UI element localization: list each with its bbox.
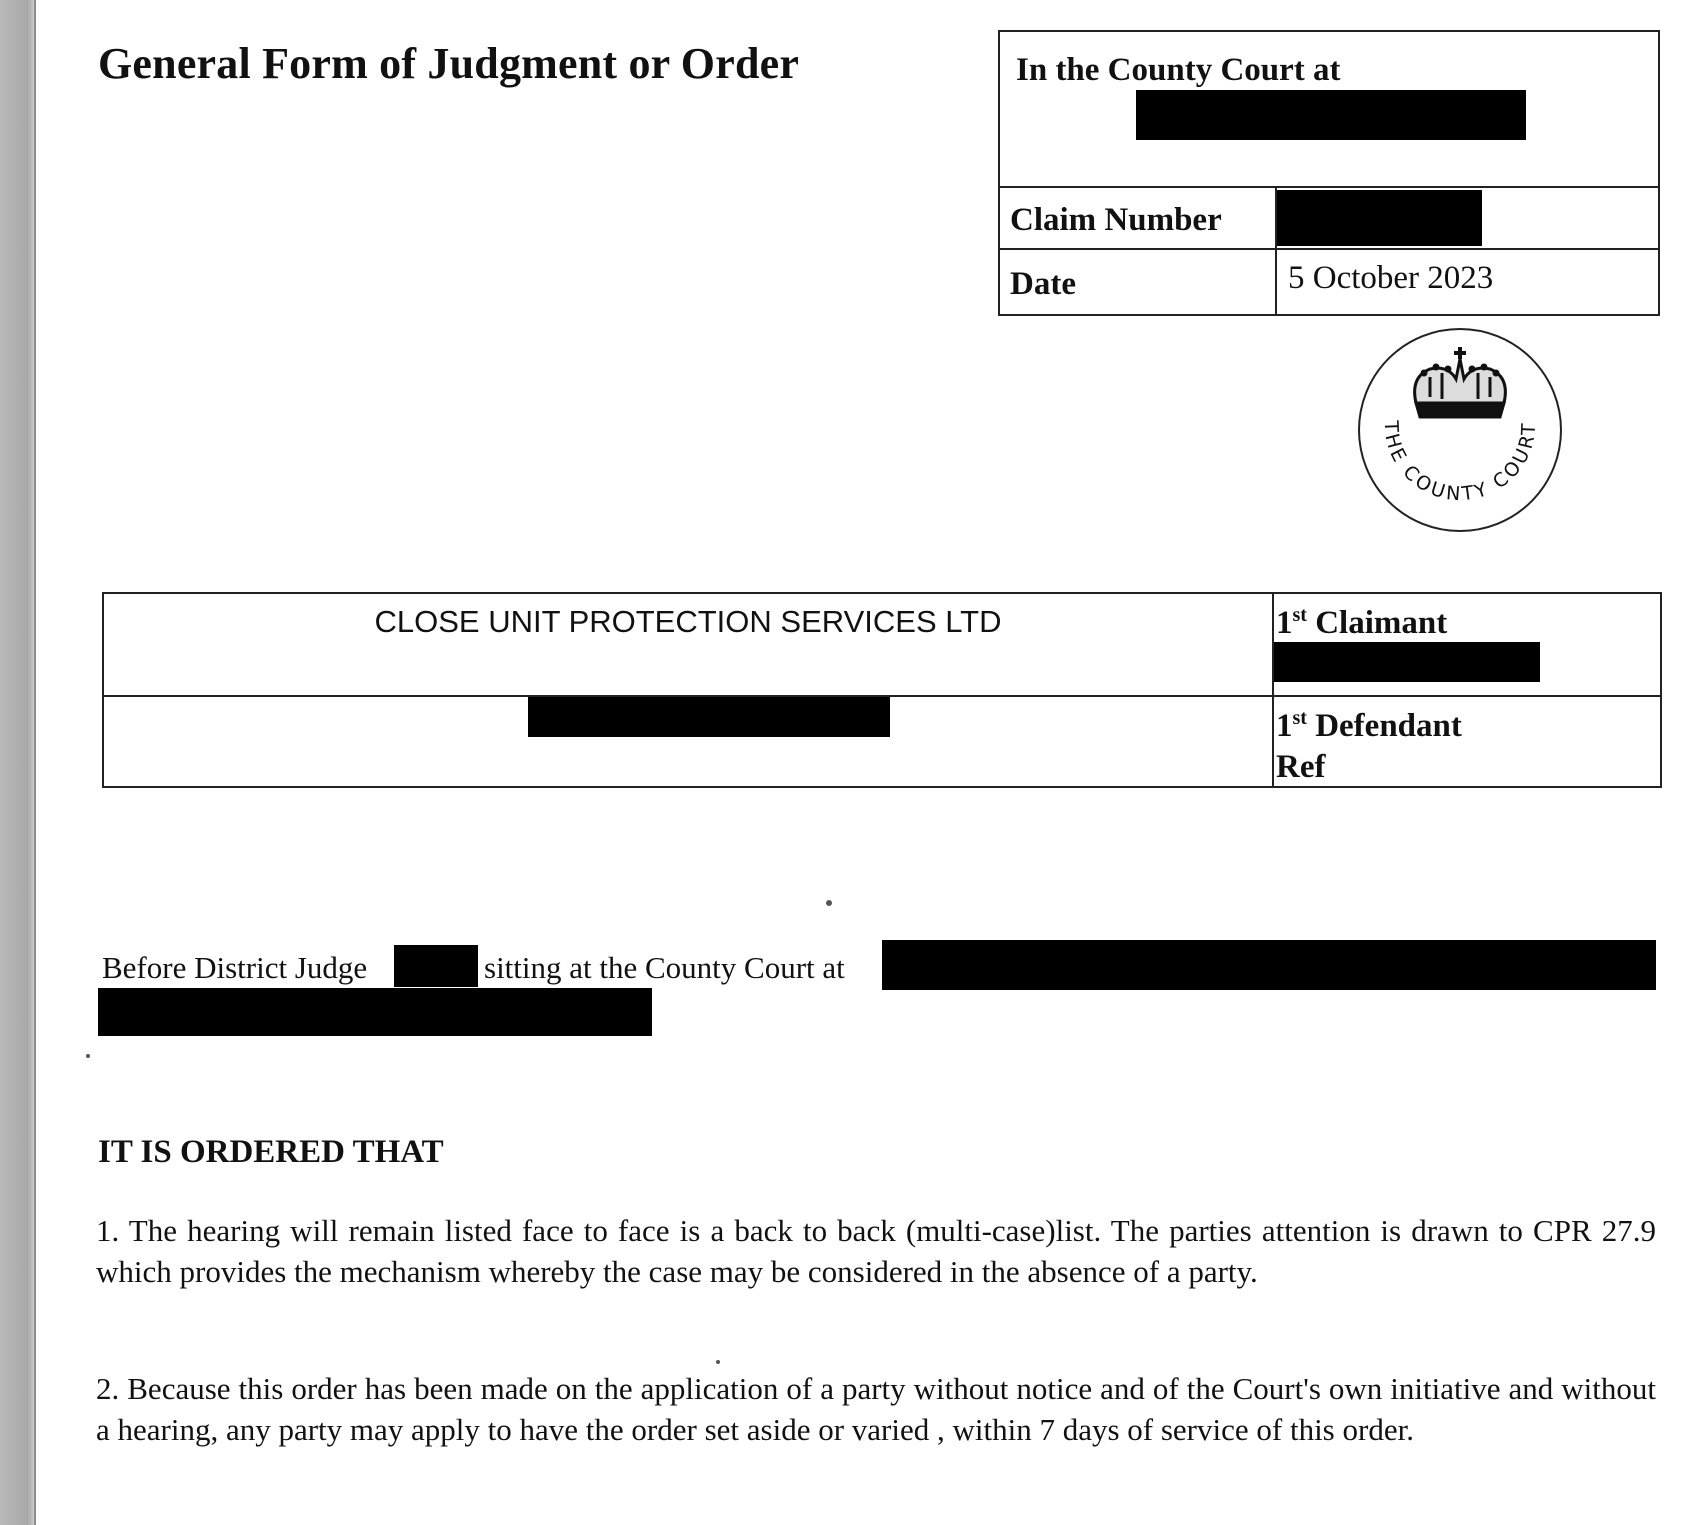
date-label: Date — [1010, 266, 1076, 302]
before-line — [102, 950, 367, 986]
defendant-ordinal-suffix: st — [1292, 707, 1307, 729]
defendant-role — [1276, 707, 1462, 745]
claimant-role — [1276, 604, 1447, 642]
redacted-court-name — [1136, 90, 1526, 140]
document-title: General Form of Judgment or Order — [98, 39, 800, 88]
cell-divider — [1272, 697, 1274, 788]
seal-text: THE COUNTY COURT — [1379, 420, 1541, 506]
cell-divider — [1275, 250, 1277, 316]
redacted-defendant-name — [528, 697, 890, 737]
redacted-judge-name — [394, 945, 478, 987]
ref-label: Ref — [1276, 749, 1326, 785]
claimant-ordinal-suffix: st — [1292, 604, 1307, 626]
date-value: 5 October 2023 — [1288, 260, 1494, 296]
claimant-ordinal: 1 — [1276, 605, 1293, 641]
redacted-claimant-ref — [1274, 642, 1540, 682]
redacted-court-location-continued — [98, 988, 652, 1036]
defendant-ordinal: 1 — [1276, 708, 1293, 744]
order-paragraph-2: 2. Because this order has been made on the application of a party without notice and of the Court's own initiative and without a hearing, any party may apply to have the order set aside or varied , within 7 days of service of this order. — [96, 1371, 1656, 1447]
before-middle-line — [484, 950, 845, 986]
crown-icon — [1415, 347, 1506, 417]
redacted-court-location — [882, 940, 1656, 990]
claim-number-label: Claim Number — [1010, 202, 1222, 238]
scan-speck — [86, 1054, 90, 1058]
before-prefix: Before District Judge — [102, 950, 368, 985]
order-paragraph-1: 1. The hearing will remain listed face to face is a back to back (multi-case)list. The parties attention is drawn to CPR 27.9 which provides the mechanism whereby the case may be considered in the absence of a party. — [96, 1213, 1656, 1289]
scan-speck — [826, 900, 832, 906]
redacted-claim-number — [1277, 190, 1482, 246]
court-info-box — [998, 30, 1660, 316]
before-middle: sitting at the County Court at — [484, 950, 845, 985]
county-court-seal — [1355, 325, 1565, 535]
claimant-name: CLOSE UNIT PROTECTION SERVICES LTD — [374, 604, 1002, 639]
order-heading: IT IS ORDERED THAT — [98, 1134, 444, 1170]
date-row — [1000, 250, 1658, 316]
court-label: In the County Court at — [1016, 52, 1341, 88]
parties-table — [102, 592, 1662, 788]
defendant-row — [104, 697, 1660, 788]
court-row — [1000, 32, 1658, 188]
scan-speck — [716, 1360, 720, 1364]
claimant-row — [104, 594, 1660, 697]
page-edge — [0, 0, 36, 1525]
svg-text:THE COUNTY COURT — [1380, 419, 1541, 505]
defendant-role-label: Defendant — [1315, 708, 1462, 744]
claimant-role-label: Claimant — [1315, 605, 1448, 641]
claim-number-row — [1000, 188, 1658, 250]
